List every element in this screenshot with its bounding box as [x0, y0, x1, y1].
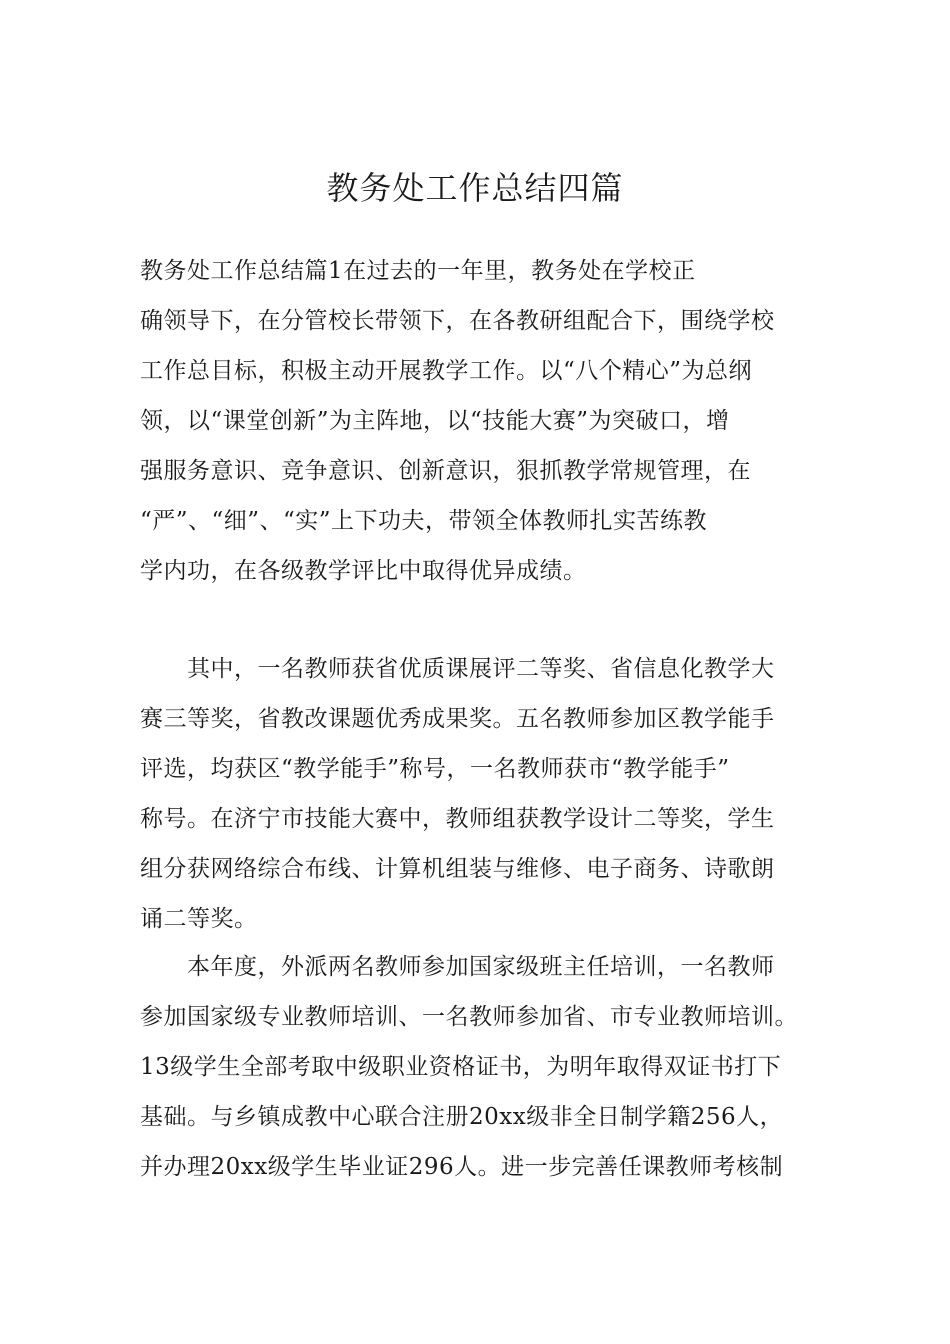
paragraph-2 — [140, 644, 840, 944]
text-line: 评选，均获区“教学能手”称号，一名教师获市“教学能手” — [140, 756, 730, 782]
text-line: 组分获网络综合布线、计算机组装与维修、电子商务、诗歌朗 — [140, 856, 775, 882]
paragraph-1 — [140, 246, 840, 596]
text-line: 工作总目标，积极主动开展教学工作。以“八个精心”为总纲 — [140, 358, 753, 384]
paragraph-3 — [140, 942, 840, 1192]
document-title: 教务处工作总结四篇 — [326, 169, 624, 207]
text-line: 称号。在济宁市技能大赛中，教师组获教学设计二等奖，学生 — [140, 806, 775, 832]
text-line: 强服务意识、竞争意识、创新意识，狠抓教学常规管理，在 — [140, 458, 751, 484]
text-line: 本年度，外派两名教师参加国家级班主任培训，一名教师 — [140, 954, 775, 980]
text-line: 领，以“课堂创新”为主阵地，以“技能大赛”为突破口，增 — [140, 408, 730, 434]
text-line: 诵二等奖。 — [140, 906, 258, 932]
text-line: 教务处工作总结篇1在过去的一年里，教务处在学校正 — [140, 258, 696, 284]
text-line: 13级学生全部考取中级职业资格证书，为明年取得双证书打下 — [140, 1054, 782, 1080]
text-line: 确领导下，在分管校长带领下，在各教研组配合下，围绕学校 — [140, 308, 775, 334]
text-line: 学内功，在各级教学评比中取得优异成绩。 — [140, 558, 587, 584]
text-line: “严”、“细”、“实”上下功夫，带领全体教师扎实苦练教 — [140, 508, 708, 534]
text-line: 其中，一名教师获省优质课展评二等奖、省信息化教学大 — [140, 656, 775, 682]
text-line: 并办理20xx级学生毕业证296人。进一步完善任课教师考核制 — [140, 1154, 784, 1180]
text-line: 赛三等奖，省教改课题优秀成果奖。五名教师参加区教学能手 — [140, 706, 775, 732]
text-line: 参加国家级专业教师培训、一名教师参加省、市专业教师培训。 — [140, 1004, 798, 1030]
text-line: 基础。与乡镇成教中心联合注册20xx级非全日制学籍256人， — [140, 1104, 784, 1130]
